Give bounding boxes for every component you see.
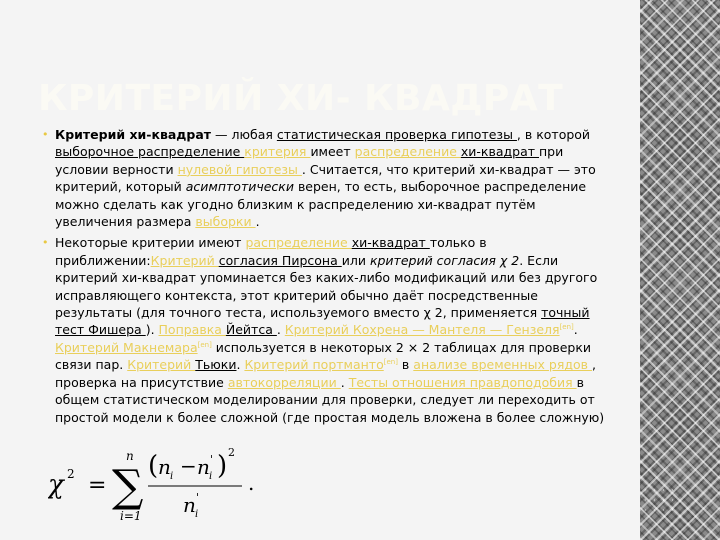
paragraph-2-text (55, 235, 604, 424)
hyperlink-highlighted[interactable]: автокорреляции (227, 374, 341, 390)
text-run: или (341, 252, 370, 268)
text-run: в (397, 357, 414, 373)
hyperlink[interactable]: статистическая проверка гипотезы (276, 127, 517, 142)
paragraph-1-text (55, 127, 596, 229)
bullet-icon: • (42, 128, 49, 141)
hyperlink[interactable]: точный тест Фишера (55, 305, 590, 338)
text-run: имеет (310, 144, 355, 160)
formula-period: . (248, 471, 255, 495)
decorative-pattern-strip (640, 0, 720, 540)
text-run: верен, то есть, выборочное распределение можно сделать как угодно близким к распределению хи-квадрат путём увеличения размера (55, 179, 587, 230)
hyperlink-highlighted[interactable]: анализе временных рядов (413, 357, 592, 373)
reference-superscript[interactable]: [en] (559, 323, 574, 332)
italic-term: асимптотически (185, 179, 294, 195)
reference-superscript[interactable]: [en] (383, 358, 398, 367)
text-run: . Если критерий хи-квадрат упоминается без каких-либо модификаций или без другого исправляющего контекста, этот критерий обычно даёт посредственные результаты (для точного теста, используемого вместо χ 2, применяется (55, 252, 598, 321)
formula-chi: χ (48, 470, 64, 500)
text-run: . Считается, что критерий хи-квадрат — это критерий, который (55, 161, 596, 195)
text-run: . (255, 214, 260, 230)
formula-num-exponent: 2 (228, 446, 235, 459)
formula-den-n-prime: ' (196, 491, 200, 504)
bullet-paragraph-2 (42, 234, 612, 425)
text-run: , проверка на присутствие (55, 357, 596, 390)
text-run: только в приближении: (55, 235, 487, 268)
formula-upper-limit: n (126, 449, 134, 463)
hyperlink[interactable]: Тьюки (195, 357, 237, 373)
formula-num-n2: n (197, 455, 210, 479)
hyperlink-highlighted[interactable]: Тесты отношения правдоподобия (348, 374, 577, 390)
slide-content (42, 126, 612, 430)
text-run: ). (145, 322, 159, 338)
italic-term: критерий согласия χ 2 (369, 252, 520, 268)
formula-right-paren: ) (217, 451, 228, 481)
formula-lower-limit: i=1 (120, 509, 142, 523)
bold-term: Критерий хи-квадрат (55, 127, 212, 142)
decorative-dots: · · · · · · · · · · · · (644, 486, 676, 515)
hyperlink-highlighted[interactable]: Критерий Кохрена — Мантеля — Гензеля (284, 322, 560, 338)
formula-num-n: n (158, 455, 171, 479)
hyperlink[interactable]: выборочное распределение (55, 144, 245, 160)
text-run: в общем статистическом моделировании для проверки, следует ли переходить от простой модели к более сложной (где простая модель вложена в более сложную) (55, 374, 605, 425)
hyperlink-highlighted[interactable]: выборки (195, 214, 256, 230)
hyperlink-highlighted[interactable]: Критерий (127, 357, 196, 373)
hyperlink-highlighted[interactable]: Критерий Макнемара (55, 339, 198, 355)
bullet-icon: • (42, 236, 49, 250)
bullet-paragraph-1 (42, 126, 612, 230)
text-run: . (573, 322, 578, 338)
formula-minus: − (180, 454, 197, 478)
text-run: . (340, 374, 349, 390)
hyperlink-highlighted[interactable]: критерия (244, 144, 311, 160)
formula-num-n2-prime: ' (210, 453, 214, 466)
formula-sigma: ∑ (112, 461, 144, 512)
formula-num-n2-sub: i (209, 471, 213, 482)
hyperlink[interactable]: согласия Пирсона (218, 252, 342, 268)
text-run: Некоторые критерии имеют (55, 235, 246, 251)
text-run: — любая (211, 127, 277, 142)
text-run: . (236, 357, 245, 373)
hyperlink-highlighted[interactable]: Поправка (158, 322, 226, 338)
hyperlink[interactable]: Йейтса (225, 322, 277, 338)
formula-left-paren: ( (148, 451, 159, 481)
hyperlink[interactable]: хи-квадрат (351, 235, 430, 251)
formula-chi-exponent: 2 (67, 467, 75, 481)
formula-den-n: n (183, 493, 196, 517)
text-run: . (276, 322, 285, 338)
text-run: используется в некоторых 2 × 2 таблицах для проверки связи пар. (55, 339, 592, 373)
text-run: , в которой (516, 127, 591, 142)
reference-superscript[interactable]: [en] (197, 340, 212, 349)
chi-square-formula (48, 446, 288, 526)
hyperlink-highlighted[interactable]: распределение (245, 235, 352, 251)
text-run: при условии верности (55, 144, 564, 177)
formula-equals: = (88, 473, 107, 498)
formula-num-n-sub: i (170, 471, 174, 482)
slide-title: КРИТЕРИЙ ХИ- КВАДРАТ (38, 78, 564, 119)
formula-den-n-sub: i (195, 509, 199, 520)
hyperlink-highlighted[interactable]: Критерий портманто (244, 357, 384, 373)
hyperlink-highlighted[interactable]: распределение (354, 144, 461, 160)
hyperlink-highlighted[interactable]: Критерий (150, 252, 219, 268)
hyperlink-highlighted[interactable]: нулевой гипотезы (177, 161, 302, 177)
hyperlink[interactable]: хи-квадрат (460, 144, 539, 160)
